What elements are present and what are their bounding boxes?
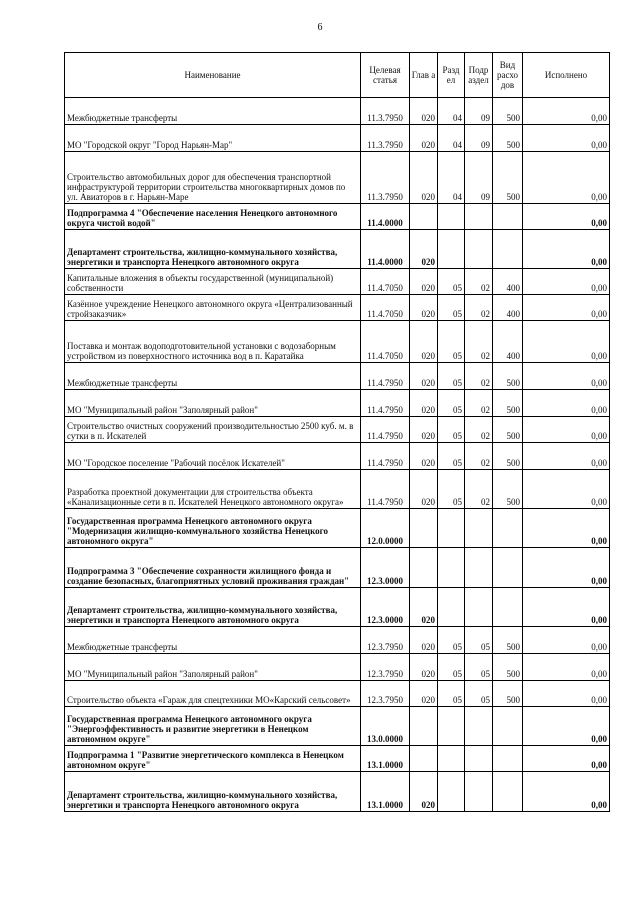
cell-section: 05	[438, 390, 465, 417]
cell-expense-type: 500	[493, 627, 523, 654]
cell-executed: 0,00	[523, 588, 610, 627]
cell-chapter: 020	[410, 269, 438, 295]
cell-section: 05	[438, 470, 465, 509]
cell-target: 11.4.7950	[361, 390, 410, 417]
cell-section: 04	[438, 125, 465, 152]
cell-section: 04	[438, 98, 465, 125]
cell-name: Департамент строительства, жилищно-коммунального хозяйства, энергетики и транспорта Ненецкого автономного округа	[65, 230, 361, 269]
cell-executed: 0,00	[523, 548, 610, 588]
cell-executed: 0,00	[523, 390, 610, 417]
cell-executed: 0,00	[523, 125, 610, 152]
table-row	[65, 390, 610, 417]
cell-name: Межбюджетные трансферты	[65, 627, 361, 654]
cell-target: 12.0.0000	[361, 509, 410, 548]
cell-target: 11.3.7950	[361, 125, 410, 152]
cell-chapter	[410, 548, 438, 588]
cell-expense-type	[493, 707, 523, 746]
cell-name: Строительство автомобильных дорог для обеспечения транспортной инфраструктурой территории строительства многоквартирных домов по ул. Авиаторов в г. Нарьян-Маре	[65, 152, 361, 204]
cell-section	[438, 204, 465, 230]
cell-chapter: 020	[410, 654, 438, 681]
cell-chapter: 020	[410, 470, 438, 509]
cell-subsection: 09	[465, 98, 493, 125]
cell-target: 11.4.7950	[361, 443, 410, 470]
cell-executed: 0,00	[523, 363, 610, 390]
cell-name: Капитальные вложения в объекты государственной (муниципальной) собственности	[65, 269, 361, 295]
table-row	[65, 269, 610, 295]
cell-target: 11.3.7950	[361, 152, 410, 204]
cell-expense-type	[493, 509, 523, 548]
cell-expense-type: 400	[493, 321, 523, 363]
header-expense-type: Вид расхо дов	[493, 53, 523, 98]
cell-name: Казённое учреждение Ненецкого автономного округа «Централизованный стройзаказчик»	[65, 295, 361, 321]
cell-executed: 0,00	[523, 681, 610, 707]
table-row	[65, 654, 610, 681]
cell-chapter: 020	[410, 230, 438, 269]
cell-expense-type	[493, 746, 523, 772]
cell-subsection: 02	[465, 417, 493, 443]
cell-section	[438, 509, 465, 548]
cell-target: 11.4.7950	[361, 363, 410, 390]
table-row	[65, 627, 610, 654]
cell-target: 13.1.0000	[361, 746, 410, 772]
table-row	[65, 295, 610, 321]
cell-target: 11.4.7950	[361, 470, 410, 509]
cell-subsection: 09	[465, 152, 493, 204]
cell-expense-type: 500	[493, 125, 523, 152]
cell-section: 05	[438, 654, 465, 681]
cell-chapter: 020	[410, 152, 438, 204]
cell-name: Подпрограмма 3 "Обеспечение сохранности жилищного фонда и создание безопасных, благоприятных условий проживания граждан"	[65, 548, 361, 588]
cell-expense-type: 400	[493, 269, 523, 295]
cell-section: 05	[438, 295, 465, 321]
cell-subsection	[465, 588, 493, 627]
cell-name: МО "Городское поселение "Рабочий посёлок Искателей"	[65, 443, 361, 470]
cell-chapter: 020	[410, 627, 438, 654]
cell-expense-type: 500	[493, 681, 523, 707]
table-row	[65, 509, 610, 548]
cell-name: Подпрограмма 1 "Развитие энергетического комплекса в Ненецком автономном округе"	[65, 746, 361, 772]
cell-target: 11.3.7950	[361, 98, 410, 125]
cell-expense-type: 500	[493, 363, 523, 390]
budget-table	[64, 52, 610, 812]
table-row	[65, 321, 610, 363]
cell-target: 11.4.0000	[361, 204, 410, 230]
cell-name: Строительство очистных сооружений производительностью 2500 куб. м. в сутки в п. Искателей	[65, 417, 361, 443]
header-target: Целевая статья	[361, 53, 410, 98]
cell-chapter: 020	[410, 98, 438, 125]
cell-chapter	[410, 707, 438, 746]
cell-executed: 0,00	[523, 707, 610, 746]
cell-subsection	[465, 230, 493, 269]
cell-name: Поставка и монтаж водоподготовительной установки с водозаборным устройством из поверхностного источника вод в п. Каратайка	[65, 321, 361, 363]
cell-chapter: 020	[410, 772, 438, 812]
table-row	[65, 230, 610, 269]
cell-chapter	[410, 204, 438, 230]
cell-name: Разработка проектной документации для строительства объекта «Канализационные сети в п. Искателей Ненецкого автономного округа»	[65, 470, 361, 509]
cell-target: 11.4.7950	[361, 417, 410, 443]
cell-expense-type	[493, 548, 523, 588]
cell-subsection: 02	[465, 390, 493, 417]
cell-chapter	[410, 509, 438, 548]
table-row	[65, 707, 610, 746]
cell-target: 13.1.0000	[361, 772, 410, 812]
cell-section	[438, 707, 465, 746]
cell-chapter: 020	[410, 125, 438, 152]
cell-name: Государственная программа Ненецкого автономного округа "Модернизация жилищно-коммунального хозяйства Ненецкого автономного округа"	[65, 509, 361, 548]
table-header-row	[65, 53, 610, 98]
cell-section: 05	[438, 417, 465, 443]
cell-target: 12.3.7950	[361, 627, 410, 654]
cell-subsection: 02	[465, 443, 493, 470]
cell-executed: 0,00	[523, 443, 610, 470]
cell-name: МО "Городской округ "Город Нарьян-Мар"	[65, 125, 361, 152]
table-row	[65, 125, 610, 152]
cell-executed: 0,00	[523, 417, 610, 443]
cell-chapter: 020	[410, 390, 438, 417]
cell-executed: 0,00	[523, 509, 610, 548]
table-row	[65, 548, 610, 588]
cell-target: 13.0.0000	[361, 707, 410, 746]
cell-name: Государственная программа Ненецкого автономного округа "Энергоэффективность и развитие энергетики в Ненецком автономном округе"	[65, 707, 361, 746]
cell-section: 04	[438, 152, 465, 204]
cell-executed: 0,00	[523, 152, 610, 204]
header-chapter: Глав а	[410, 53, 438, 98]
cell-subsection: 09	[465, 125, 493, 152]
cell-target: 12.3.7950	[361, 654, 410, 681]
cell-name: МО "Муниципальный район "Заполярный район"	[65, 390, 361, 417]
table-row	[65, 588, 610, 627]
cell-chapter: 020	[410, 295, 438, 321]
cell-target: 11.4.7050	[361, 269, 410, 295]
table-row	[65, 363, 610, 390]
table-row	[65, 772, 610, 812]
cell-chapter	[410, 746, 438, 772]
cell-executed: 0,00	[523, 772, 610, 812]
header-subsection: Подр аздел	[465, 53, 493, 98]
cell-subsection: 05	[465, 654, 493, 681]
table-row	[65, 417, 610, 443]
cell-expense-type	[493, 772, 523, 812]
table-row	[65, 443, 610, 470]
cell-section: 05	[438, 363, 465, 390]
cell-chapter: 020	[410, 443, 438, 470]
cell-expense-type: 400	[493, 295, 523, 321]
cell-expense-type	[493, 588, 523, 627]
cell-name: МО "Муниципальный район "Заполярный район"	[65, 654, 361, 681]
cell-subsection	[465, 548, 493, 588]
cell-section: 05	[438, 321, 465, 363]
cell-subsection	[465, 707, 493, 746]
cell-section	[438, 230, 465, 269]
cell-name: Строительство объекта «Гараж для спецтехники МО«Карский сельсовет»	[65, 681, 361, 707]
cell-expense-type: 500	[493, 152, 523, 204]
table-row	[65, 204, 610, 230]
cell-executed: 0,00	[523, 204, 610, 230]
cell-expense-type	[493, 204, 523, 230]
cell-chapter: 020	[410, 417, 438, 443]
cell-target: 11.4.0000	[361, 230, 410, 269]
cell-expense-type: 500	[493, 98, 523, 125]
cell-section	[438, 548, 465, 588]
cell-target: 12.3.7950	[361, 681, 410, 707]
table-row	[65, 152, 610, 204]
cell-executed: 0,00	[523, 627, 610, 654]
cell-target: 12.3.0000	[361, 588, 410, 627]
cell-section: 05	[438, 269, 465, 295]
cell-subsection	[465, 772, 493, 812]
cell-expense-type: 500	[493, 390, 523, 417]
cell-chapter: 020	[410, 321, 438, 363]
cell-name: Межбюджетные трансферты	[65, 98, 361, 125]
cell-subsection: 05	[465, 627, 493, 654]
header-executed: Исполнено	[523, 53, 610, 98]
cell-executed: 0,00	[523, 269, 610, 295]
table-row	[65, 746, 610, 772]
cell-expense-type: 500	[493, 417, 523, 443]
cell-target: 11.4.7050	[361, 295, 410, 321]
cell-name: Департамент строительства, жилищно-коммунального хозяйства, энергетики и транспорта Ненецкого автономного округа	[65, 772, 361, 812]
page-number: 6	[317, 22, 323, 33]
cell-section	[438, 746, 465, 772]
cell-subsection	[465, 746, 493, 772]
cell-executed: 0,00	[523, 321, 610, 363]
cell-subsection: 02	[465, 269, 493, 295]
cell-chapter: 020	[410, 588, 438, 627]
cell-subsection: 02	[465, 470, 493, 509]
cell-subsection: 02	[465, 321, 493, 363]
cell-section	[438, 772, 465, 812]
cell-target: 11.4.7050	[361, 321, 410, 363]
cell-executed: 0,00	[523, 230, 610, 269]
cell-expense-type: 500	[493, 470, 523, 509]
cell-expense-type: 500	[493, 654, 523, 681]
cell-executed: 0,00	[523, 746, 610, 772]
cell-subsection	[465, 509, 493, 548]
cell-subsection: 05	[465, 681, 493, 707]
cell-subsection: 02	[465, 295, 493, 321]
cell-section: 05	[438, 681, 465, 707]
table-row	[65, 98, 610, 125]
cell-chapter: 020	[410, 681, 438, 707]
cell-executed: 0,00	[523, 470, 610, 509]
cell-expense-type	[493, 230, 523, 269]
cell-expense-type: 500	[493, 443, 523, 470]
cell-executed: 0,00	[523, 654, 610, 681]
cell-chapter: 020	[410, 363, 438, 390]
cell-executed: 0,00	[523, 98, 610, 125]
cell-executed: 0,00	[523, 295, 610, 321]
header-name: Наименование	[65, 53, 361, 98]
cell-section: 05	[438, 627, 465, 654]
header-section: Разд ел	[438, 53, 465, 98]
cell-section	[438, 588, 465, 627]
cell-name: Департамент строительства, жилищно-коммунального хозяйства, энергетики и транспорта Ненецкого автономного округа	[65, 588, 361, 627]
cell-name: Подпрограмма 4 "Обеспечение населения Ненецкого автономного округа чистой водой"	[65, 204, 361, 230]
table-row	[65, 470, 610, 509]
cell-subsection: 02	[465, 363, 493, 390]
cell-subsection	[465, 204, 493, 230]
cell-target: 12.3.0000	[361, 548, 410, 588]
table-row	[65, 681, 610, 707]
cell-name: Межбюджетные трансферты	[65, 363, 361, 390]
cell-section: 05	[438, 443, 465, 470]
